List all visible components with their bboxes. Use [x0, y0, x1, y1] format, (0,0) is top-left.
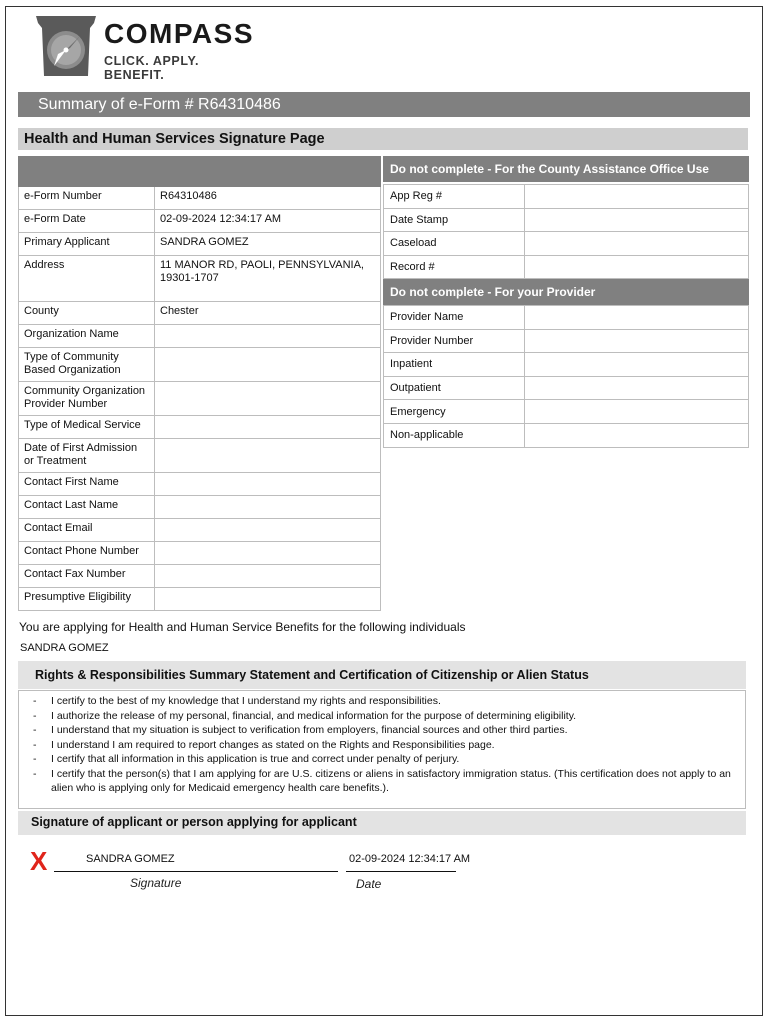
sign-here-x-mark: X — [30, 846, 48, 876]
rights-item — [33, 767, 735, 796]
table-row-contact-last-name — [19, 496, 381, 519]
rights-item-text: I certify that all information in this application is true and correct under penalty of perjury. — [51, 753, 460, 765]
rights-item-text: I authorize the release of my personal, financial, and medical information for the purpose of determining eligibility. — [51, 709, 577, 722]
row-value — [155, 439, 381, 473]
table-row-primary-applicant — [19, 233, 381, 256]
applying-statement: You are applying for Health and Human Service Benefits for the following individuals — [19, 620, 466, 634]
row-value: Chester — [155, 302, 381, 325]
rights-item-text: I understand that my situation is subject to verification from employers, financial sources and other third parties. — [51, 724, 568, 736]
row-label: County — [19, 302, 155, 325]
row-label: Record # — [384, 255, 525, 279]
row-value — [525, 185, 749, 209]
table-row-organization-name — [19, 325, 381, 348]
row-value — [155, 519, 381, 542]
row-value — [525, 423, 749, 447]
signature-section-title: Signature of applicant or person applying for applicant — [18, 811, 746, 835]
rights-item — [33, 694, 735, 709]
table-row-contact-fax-number — [19, 565, 381, 588]
table-row-emergency — [384, 400, 749, 424]
row-label: Presumptive Eligibility — [19, 588, 155, 611]
table-row-community-organization-provider-number — [19, 382, 381, 416]
row-value: 02-09-2024 12:34:17 AM — [155, 210, 381, 233]
summary-title: Summary of e-Form # R64310486 — [18, 92, 750, 117]
table-row-e-form-date — [19, 210, 381, 233]
logo-tagline: CLICK. APPLY. BENEFIT. — [104, 54, 200, 82]
row-value — [155, 348, 381, 382]
row-label: Caseload — [384, 232, 525, 256]
table-row-caseload — [384, 232, 749, 256]
row-value — [155, 496, 381, 519]
row-label: Community Organization Provider Number — [19, 382, 155, 416]
signature-line — [54, 871, 338, 872]
rights-item-text: I certify that the person(s) that I am applying for are U.S. citizens or aliens in satisfactory immigration status. (This certification does not apply to an alien who is applying only for Medicaid emergency health care benefits.). — [51, 767, 731, 794]
row-label: Date of First Admission or Treatment — [19, 439, 155, 473]
rights-statements — [18, 690, 746, 809]
bullet-dash: - — [33, 695, 37, 707]
date-caption: Date — [356, 877, 382, 891]
logo-title: COMPASS — [104, 18, 254, 49]
row-value: SANDRA GOMEZ — [155, 233, 381, 256]
table-row-provider-number — [384, 329, 749, 353]
row-value — [525, 232, 749, 256]
date-line — [346, 871, 456, 872]
row-value — [525, 353, 749, 377]
bullet-dash: - — [33, 724, 37, 736]
rights-item — [33, 709, 735, 724]
rights-item — [33, 723, 735, 738]
provider-heading: Do not complete - For your Provider — [383, 279, 749, 305]
applicant-name: SANDRA GOMEZ — [20, 642, 109, 654]
table-row-e-form-number — [19, 187, 381, 210]
county-office-table — [383, 184, 749, 279]
table-row-contact-phone-number — [19, 542, 381, 565]
row-value — [155, 565, 381, 588]
signature-caption: Signature — [130, 876, 182, 890]
row-value — [155, 473, 381, 496]
table-row-address — [19, 256, 381, 302]
row-label: Inpatient — [384, 353, 525, 377]
rights-item — [33, 738, 735, 753]
signature-name: SANDRA GOMEZ — [86, 853, 175, 865]
row-value — [525, 400, 749, 424]
row-label: Primary Applicant — [19, 233, 155, 256]
bullet-dash: - — [33, 767, 37, 780]
row-label: Contact Email — [19, 519, 155, 542]
signature-date: 02-09-2024 12:34:17 AM — [349, 853, 471, 865]
table-row-app-reg — [384, 185, 749, 209]
row-value — [155, 382, 381, 416]
row-label: Contact Fax Number — [19, 565, 155, 588]
table-row-record — [384, 255, 749, 279]
row-value — [525, 255, 749, 279]
row-value — [525, 376, 749, 400]
row-label: Organization Name — [19, 325, 155, 348]
row-label: e-Form Number — [19, 187, 155, 210]
row-label: Provider Name — [384, 306, 525, 330]
row-label: Contact Last Name — [19, 496, 155, 519]
table-row-type-of-community-based-organization — [19, 348, 381, 382]
compass-logo — [34, 14, 256, 82]
table-row-county — [19, 302, 381, 325]
section-title: Health and Human Services Signature Page — [18, 128, 748, 150]
row-value — [155, 325, 381, 348]
row-label: App Reg # — [384, 185, 525, 209]
bullet-dash: - — [33, 738, 37, 751]
table-row-outpatient — [384, 376, 749, 400]
bullet-dash: - — [33, 753, 37, 765]
row-label: Date Stamp — [384, 208, 525, 232]
bullet-dash: - — [33, 709, 37, 722]
row-label: Non-applicable — [384, 423, 525, 447]
rights-item-text: I certify to the best of my knowledge that I understand my rights and responsibilities. — [51, 695, 441, 707]
table-row-provider-name — [384, 306, 749, 330]
row-value: R64310486 — [155, 187, 381, 210]
county-office-heading: Do not complete - For the County Assistance Office Use — [383, 156, 749, 182]
table-row-date-stamp — [384, 208, 749, 232]
row-value — [525, 329, 749, 353]
provider-table — [383, 305, 749, 448]
row-label: Outpatient — [384, 376, 525, 400]
row-label: e-Form Date — [19, 210, 155, 233]
row-value: 11 MANOR RD, PAOLI, PENNSYLVANIA, 19301-1707 — [155, 256, 381, 302]
row-value — [525, 306, 749, 330]
rights-item-text: I understand I am required to report changes as stated on the Rights and Responsibilities page. — [51, 738, 495, 751]
row-label: Address — [19, 256, 155, 302]
row-label: Emergency — [384, 400, 525, 424]
applicant-info-table — [18, 156, 381, 611]
row-value — [525, 208, 749, 232]
row-value — [155, 588, 381, 611]
row-label: Contact First Name — [19, 473, 155, 496]
table-row-type-of-medical-service — [19, 416, 381, 439]
row-value — [155, 416, 381, 439]
row-label: Type of Medical Service — [19, 416, 155, 439]
row-value — [155, 542, 381, 565]
row-label: Type of Community Based Organization — [19, 348, 155, 382]
keystone-compass-icon — [34, 14, 98, 78]
row-label: Provider Number — [384, 329, 525, 353]
table-row-inpatient — [384, 353, 749, 377]
table-row-non-applicable — [384, 423, 749, 447]
table-row-contact-email — [19, 519, 381, 542]
table-row-date-of-first-admission-or-treatment — [19, 439, 381, 473]
table-header-row — [19, 157, 381, 187]
table-row-presumptive-eligibility — [19, 588, 381, 611]
rights-item — [33, 752, 735, 767]
table-row-contact-first-name — [19, 473, 381, 496]
row-label: Contact Phone Number — [19, 542, 155, 565]
rights-title: Rights & Responsibilities Summary Statement and Certification of Citizenship or Alien Status — [18, 661, 746, 689]
